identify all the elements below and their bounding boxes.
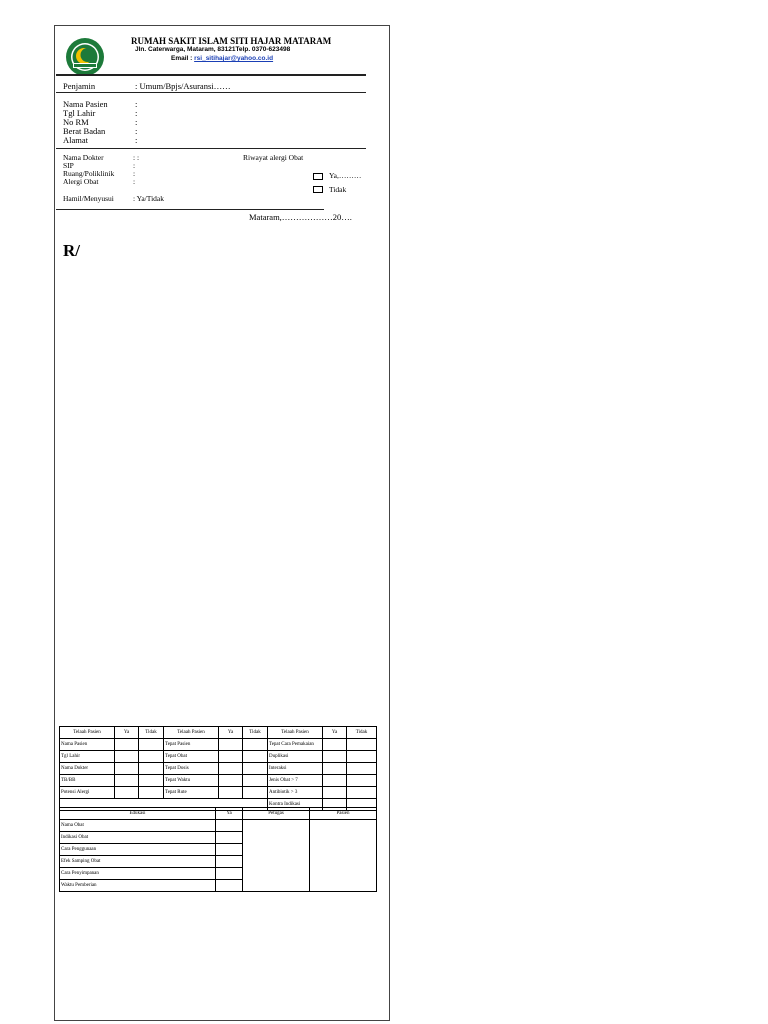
check-cell[interactable]	[243, 787, 268, 799]
check-cell[interactable]	[216, 844, 243, 856]
birth-date-sep: :	[135, 108, 138, 118]
check-cell[interactable]	[323, 775, 347, 787]
address-label: Alamat	[63, 135, 89, 145]
check-cell[interactable]	[347, 775, 377, 787]
review-item: Kontra Indikasi	[268, 799, 323, 811]
review-item: Jenis Obat > 7	[268, 775, 323, 787]
check-cell[interactable]	[347, 751, 377, 763]
review-header-cell: Ya	[115, 727, 139, 739]
patient-name-label: Nama Pasien	[63, 99, 108, 109]
check-cell[interactable]	[323, 751, 347, 763]
check-cell[interactable]	[115, 739, 139, 751]
check-cell[interactable]	[139, 751, 164, 763]
education-item: Indikasi Obat	[60, 832, 216, 844]
pregnant-value: : Ya/Tidak	[133, 194, 164, 203]
review-header-cell: Ya	[323, 727, 347, 739]
education-header-row	[60, 808, 377, 820]
patient-name-sep: :	[135, 99, 138, 109]
check-cell[interactable]	[139, 763, 164, 775]
review-item: Tepat Pasien	[164, 739, 219, 751]
check-cell[interactable]	[243, 751, 268, 763]
address-sep: :	[135, 135, 138, 145]
check-cell[interactable]	[323, 763, 347, 775]
weight-sep: :	[135, 126, 138, 136]
review-header-cell: Telaah Pasien	[268, 727, 323, 739]
education-header-cell: Pasien	[310, 808, 377, 820]
table-row	[60, 775, 377, 787]
check-cell[interactable]	[115, 775, 139, 787]
check-cell[interactable]	[323, 787, 347, 799]
check-cell[interactable]	[219, 739, 243, 751]
room-label: Ruang/Poliklinik	[63, 169, 115, 178]
check-cell[interactable]	[243, 739, 268, 751]
hospital-address: Jln. Caterwarga, Mataram, 83121Telp. 0370-623498	[135, 46, 291, 53]
allergy-yes-checkbox[interactable]	[313, 173, 323, 180]
review-item: Interaksi	[268, 763, 323, 775]
sip-label: SIP	[63, 161, 74, 170]
patient-rule	[56, 148, 366, 149]
officer-signature-cell[interactable]	[243, 820, 310, 892]
check-cell[interactable]	[115, 787, 139, 799]
check-cell[interactable]	[216, 832, 243, 844]
check-cell[interactable]	[243, 763, 268, 775]
table-row	[60, 820, 377, 832]
penjamin-label: Penjamin	[63, 81, 96, 91]
check-cell[interactable]	[216, 868, 243, 880]
table-row	[60, 763, 377, 775]
check-cell[interactable]	[219, 775, 243, 787]
patient-signature-cell[interactable]	[310, 820, 377, 892]
check-cell[interactable]	[219, 751, 243, 763]
allergy-no-checkbox[interactable]	[313, 186, 323, 193]
prescription-form	[54, 25, 390, 1021]
doctor-rule	[56, 209, 324, 210]
review-item: Nama Dokter	[60, 763, 115, 775]
pregnant-label: Hamil/Menyusui	[63, 194, 114, 203]
education-header-cell: Ya	[216, 808, 243, 820]
review-item: Nama Pasien	[60, 739, 115, 751]
check-cell[interactable]	[219, 787, 243, 799]
review-item: Tgl Lahir	[60, 751, 115, 763]
education-table	[59, 807, 377, 892]
hospital-name: RUMAH SAKIT ISLAM SITI HAJAR MATARAM	[131, 36, 332, 46]
review-header-cell: Tidak	[347, 727, 377, 739]
education-header-cell: Petugas	[243, 808, 310, 820]
header-rule	[56, 74, 366, 76]
check-cell[interactable]	[323, 739, 347, 751]
education-header-cell: Edukasi	[60, 808, 216, 820]
review-header-cell: Telaah Pasien	[60, 727, 115, 739]
allergy-no-label: Tidak	[329, 185, 347, 194]
sip-sep: :	[133, 161, 136, 170]
review-item: Antibiotik > 3	[268, 787, 323, 799]
education-item: Efek Samping Obat	[60, 856, 216, 868]
check-cell[interactable]	[219, 763, 243, 775]
penjamin-rule	[56, 92, 366, 93]
check-cell[interactable]	[139, 775, 164, 787]
education-item: Nama Obat	[60, 820, 216, 832]
review-item: Tepat Waktu	[164, 775, 219, 787]
review-header-cell: Tidak	[243, 727, 268, 739]
review-header-cell: Telaah Pasien	[164, 727, 219, 739]
review-table	[59, 726, 377, 811]
rx-symbol: R/	[63, 241, 80, 260]
penjamin-value: : Umum/Bpjs/Asuransi……	[135, 81, 231, 91]
education-item: Cara Penggunaan	[60, 844, 216, 856]
drug-allergy-sep: :	[133, 177, 136, 186]
doctor-name-label: Nama Dokter	[63, 153, 104, 162]
table-row	[60, 787, 377, 799]
allergy-yes-label: Ya,………	[329, 171, 362, 180]
check-cell[interactable]	[139, 739, 164, 751]
check-cell[interactable]	[115, 763, 139, 775]
review-item: Tepat Rute	[164, 787, 219, 799]
email-link[interactable]: rsi_sitihajar@yahoo.co.id	[194, 55, 274, 62]
hospital-email-line	[171, 55, 273, 62]
allergy-history-label: Riwayat alergi Obat	[243, 153, 304, 162]
check-cell[interactable]	[216, 856, 243, 868]
room-sep: :	[133, 169, 136, 178]
review-item: Duplikasi	[268, 751, 323, 763]
check-cell[interactable]	[139, 787, 164, 799]
review-item: Tepat Dosis	[164, 763, 219, 775]
check-cell[interactable]	[216, 880, 243, 892]
drug-allergy-label: Alergi Obat	[63, 177, 99, 186]
check-cell[interactable]	[347, 739, 377, 751]
review-header-row	[60, 727, 377, 739]
email-label: Email :	[171, 55, 193, 62]
rm-number-sep: :	[135, 117, 138, 127]
check-cell[interactable]	[347, 787, 377, 799]
review-header-cell: Tidak	[139, 727, 164, 739]
review-header-cell: Ya	[219, 727, 243, 739]
review-item: Tepat Cara Pemakaian	[268, 739, 323, 751]
birth-date-label: Tgl Lahir	[63, 108, 96, 118]
check-cell[interactable]	[216, 820, 243, 832]
review-item: TB/BB	[60, 775, 115, 787]
review-item: Tepat Obat	[164, 751, 219, 763]
check-cell[interactable]	[347, 763, 377, 775]
table-row	[60, 751, 377, 763]
place-date: Mataram,………………20….	[249, 212, 352, 222]
weight-label: Berat Badan	[63, 126, 106, 136]
education-item: Waktu Pemberian	[60, 880, 216, 892]
hospital-logo-icon	[65, 37, 105, 77]
rm-number-label: No RM	[63, 117, 89, 127]
review-item: Potensi Alergi	[60, 787, 115, 799]
table-row	[60, 739, 377, 751]
check-cell[interactable]	[115, 751, 139, 763]
doctor-name-sep: : :	[133, 153, 140, 162]
check-cell[interactable]	[243, 775, 268, 787]
education-item: Cara Penyimpanan	[60, 868, 216, 880]
